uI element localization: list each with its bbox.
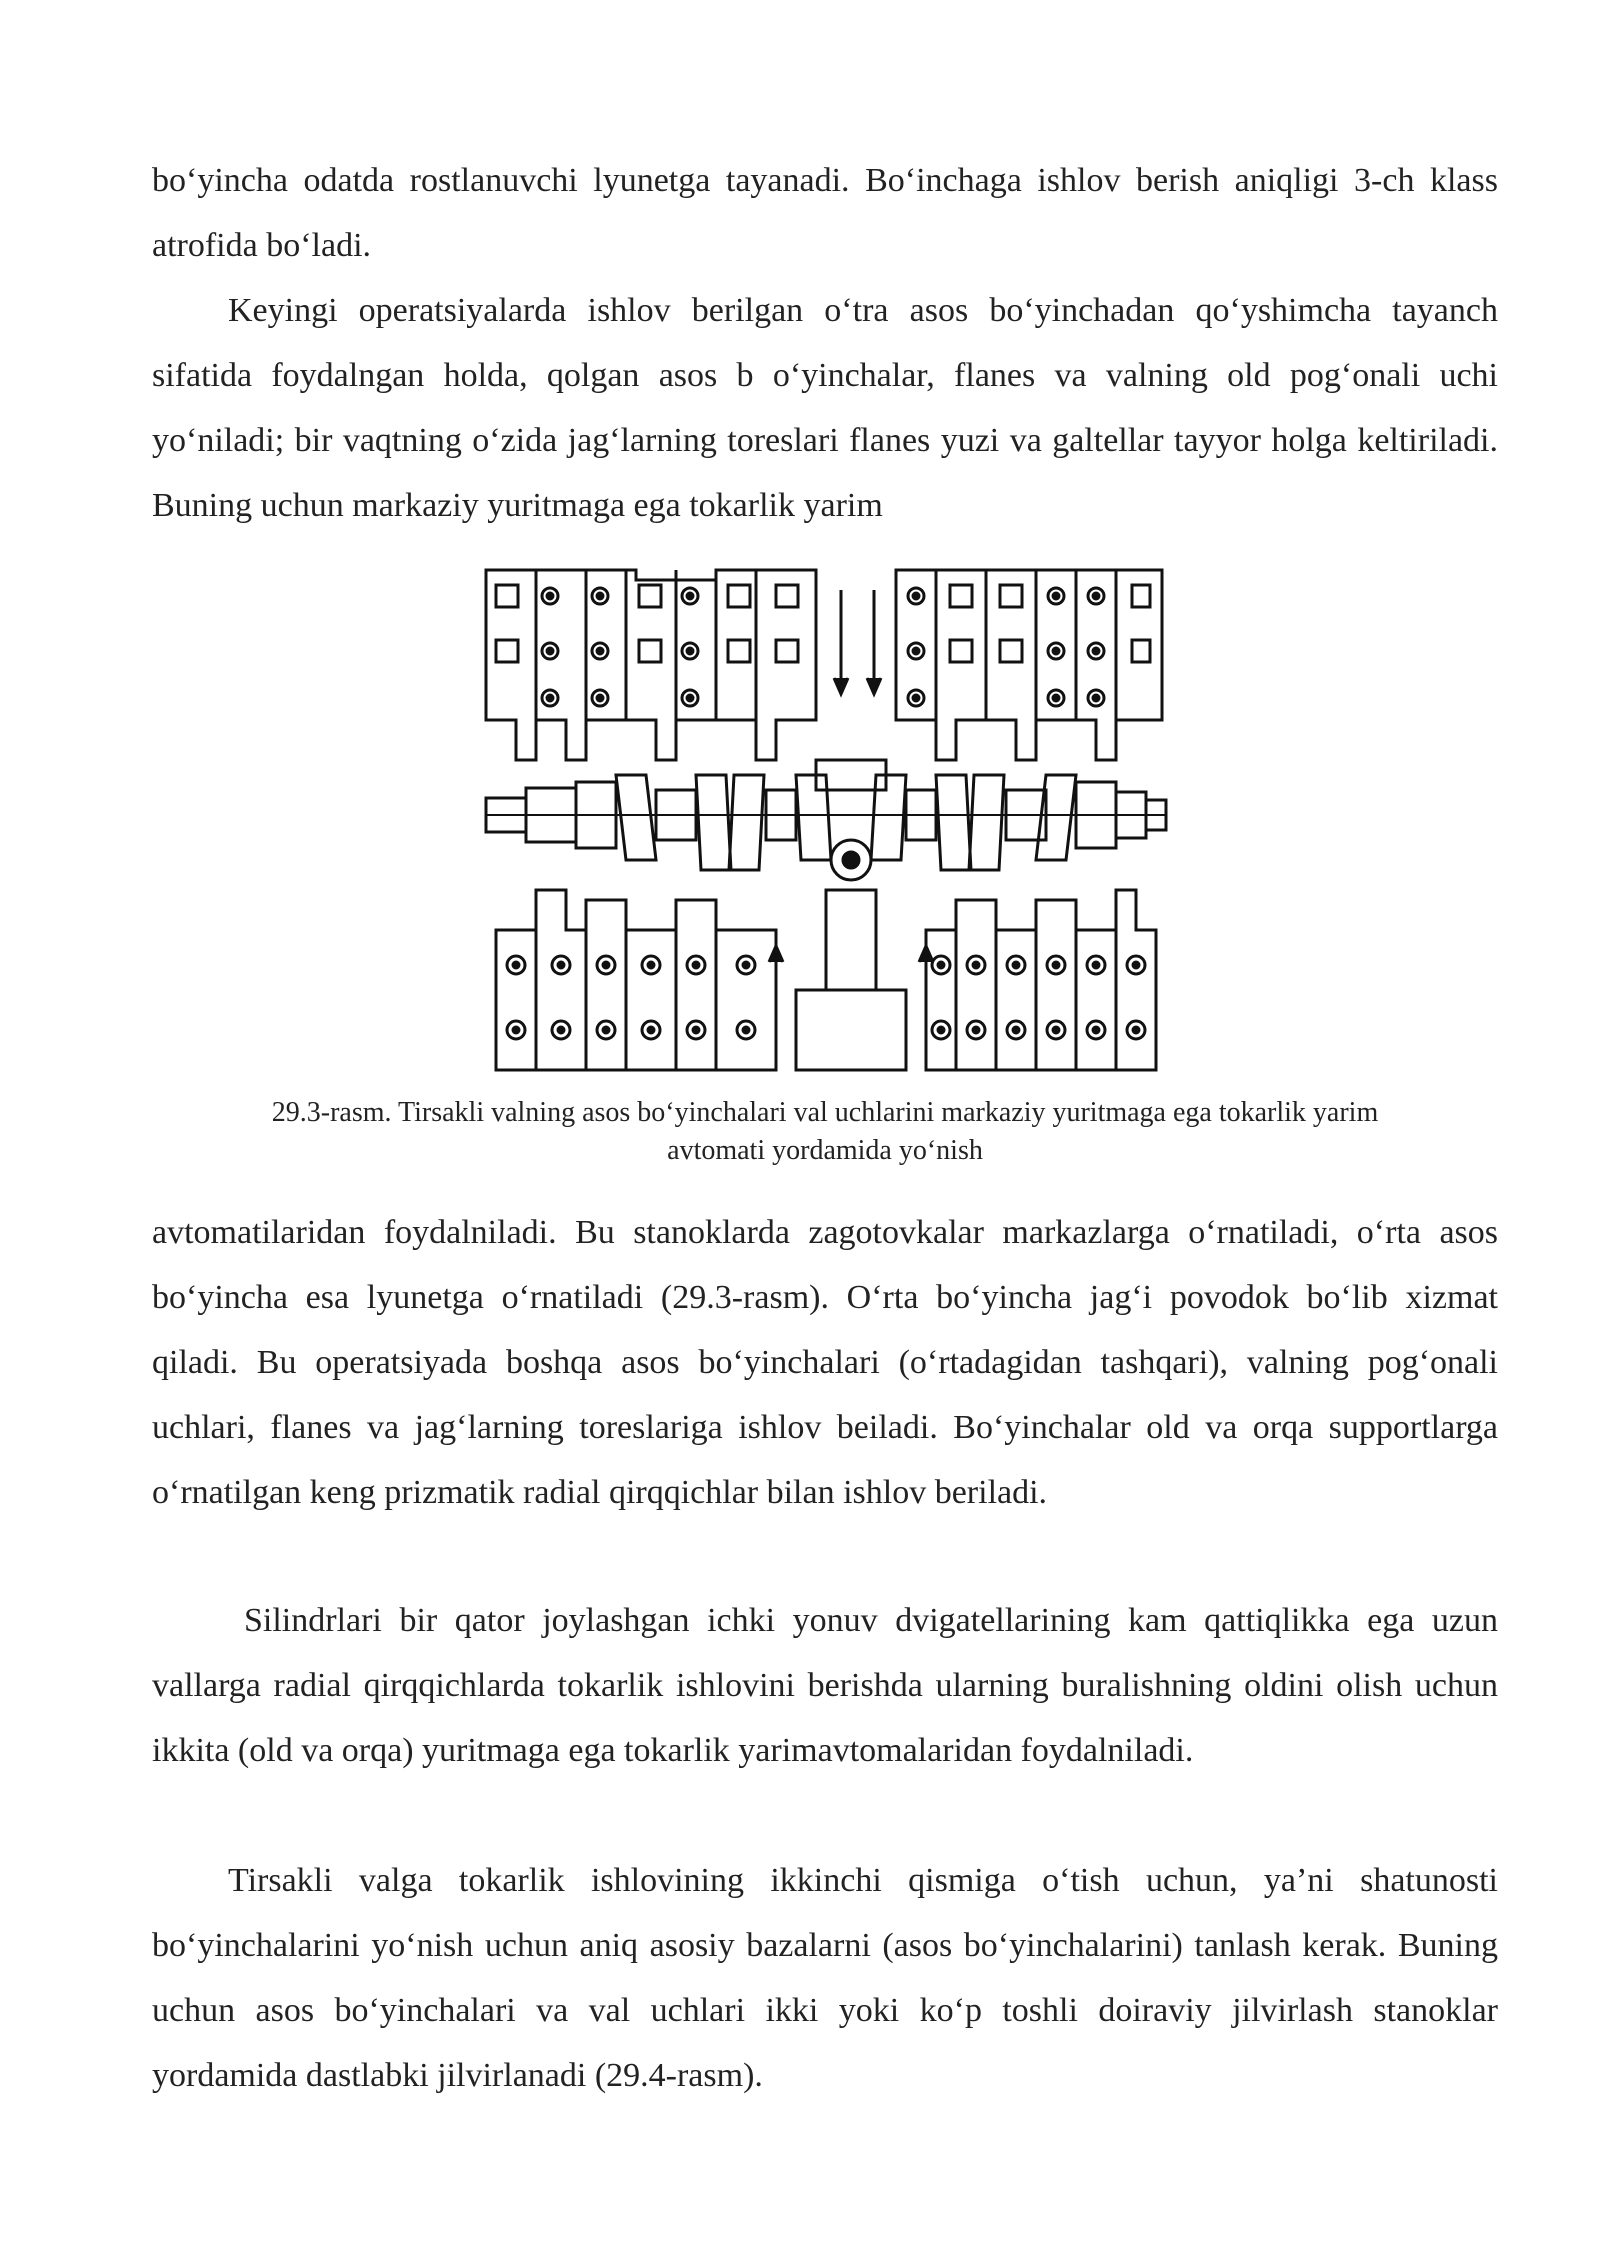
upper-left-tool-block [486, 570, 816, 760]
paragraph-3: avtomatilaridan foydalniladi. Bu stanoklarda zagotovkalar markazlarga o‘rnatiladi, o‘rta asos bo‘yincha esa lyunetga o‘rnatiladi (29.3-rasm). O‘rta bo‘yincha jag‘i povodok bo‘lib xizmat qiladi. Bu operatsiyada boshqa asos bo‘yinchalari (o‘rtadagidan tashqari), valning pog‘onali uchlari, flanes va jag‘larning toreslariga ishlov beiladi. Bo‘yinchalar old va orqa supportlarga o‘rnatilgan keng prizmatik radial qirqqichlar bilan ishlov beriladi. [152, 1214, 1498, 1511]
caption-line-1: 29.3-rasm. Tirsakli valning asos bo‘yinchalari val uchlarini markaziy yuritmaga ega tokarlik yarim [271, 1097, 1379, 1128]
steady-rest [796, 890, 906, 1070]
upper-right-tool-block [896, 570, 1162, 760]
paragraph-4: Silindrlari bir qator joylashgan ichki yonuv dvigatellarining kam qattiqlikka ega uzun vallarga radial qirqqichlarda tokarlik ishlovini berishda ularning buralishning oldini olish uchun ikkita (old va orqa) yuritmaga ega tokarlik yarimavtomalaridan foydalniladi. [152, 1602, 1498, 1769]
paragraph-1: bo‘yincha odatda rostlanuvchi lyunetga tayanadi. Bo‘inchaga ishlov berish aniqligi 3-ch klass atrofida bo‘ladi. [152, 162, 1498, 264]
lower-right-tool-block [926, 890, 1156, 1070]
feed-arrows-down [834, 590, 881, 694]
feed-arrows-up [769, 946, 933, 1030]
crankshaft [486, 760, 1166, 880]
caption-line-2: avtomati yordamida yo‘nish [667, 1135, 983, 1166]
paragraph-2: Keyingi operatsiyalarda ishlov berilgan o‘tra asos bo‘yinchadan qo‘yshimcha tayanch sifatida foydalngan holda, qolgan asos b o‘yinchalar, flanes va valning old pog‘onali uchi yo‘niladi; bir vaqtning o‘zida jag‘larning toreslari flanes yuzi va galtellar tayyor holga keltiriladi. Buning uchun markaziy yuritmaga ega tokarlik yarim [152, 292, 1498, 524]
figure-caption [152, 1094, 1498, 1170]
figure-lathe-diagram [476, 560, 1172, 1080]
lower-left-tool-block [496, 890, 776, 1070]
paragraph-5: Tirsakli valga tokarlik ishlovining ikkinchi qismiga o‘tish uchun, ya’ni shatunosti bo‘yinchalarini yo‘nish uchun aniq asosiy bazalarni (asos bo‘yinchalarini) tanlash kerak. Buning uchun asos bo‘yinchalari va val uchlari ikki yoki ko‘p toshli doiraviy jilvirlash stanoklar yordamida dastlabki jilvirlanadi (29.4-rasm). [152, 1862, 1498, 2094]
